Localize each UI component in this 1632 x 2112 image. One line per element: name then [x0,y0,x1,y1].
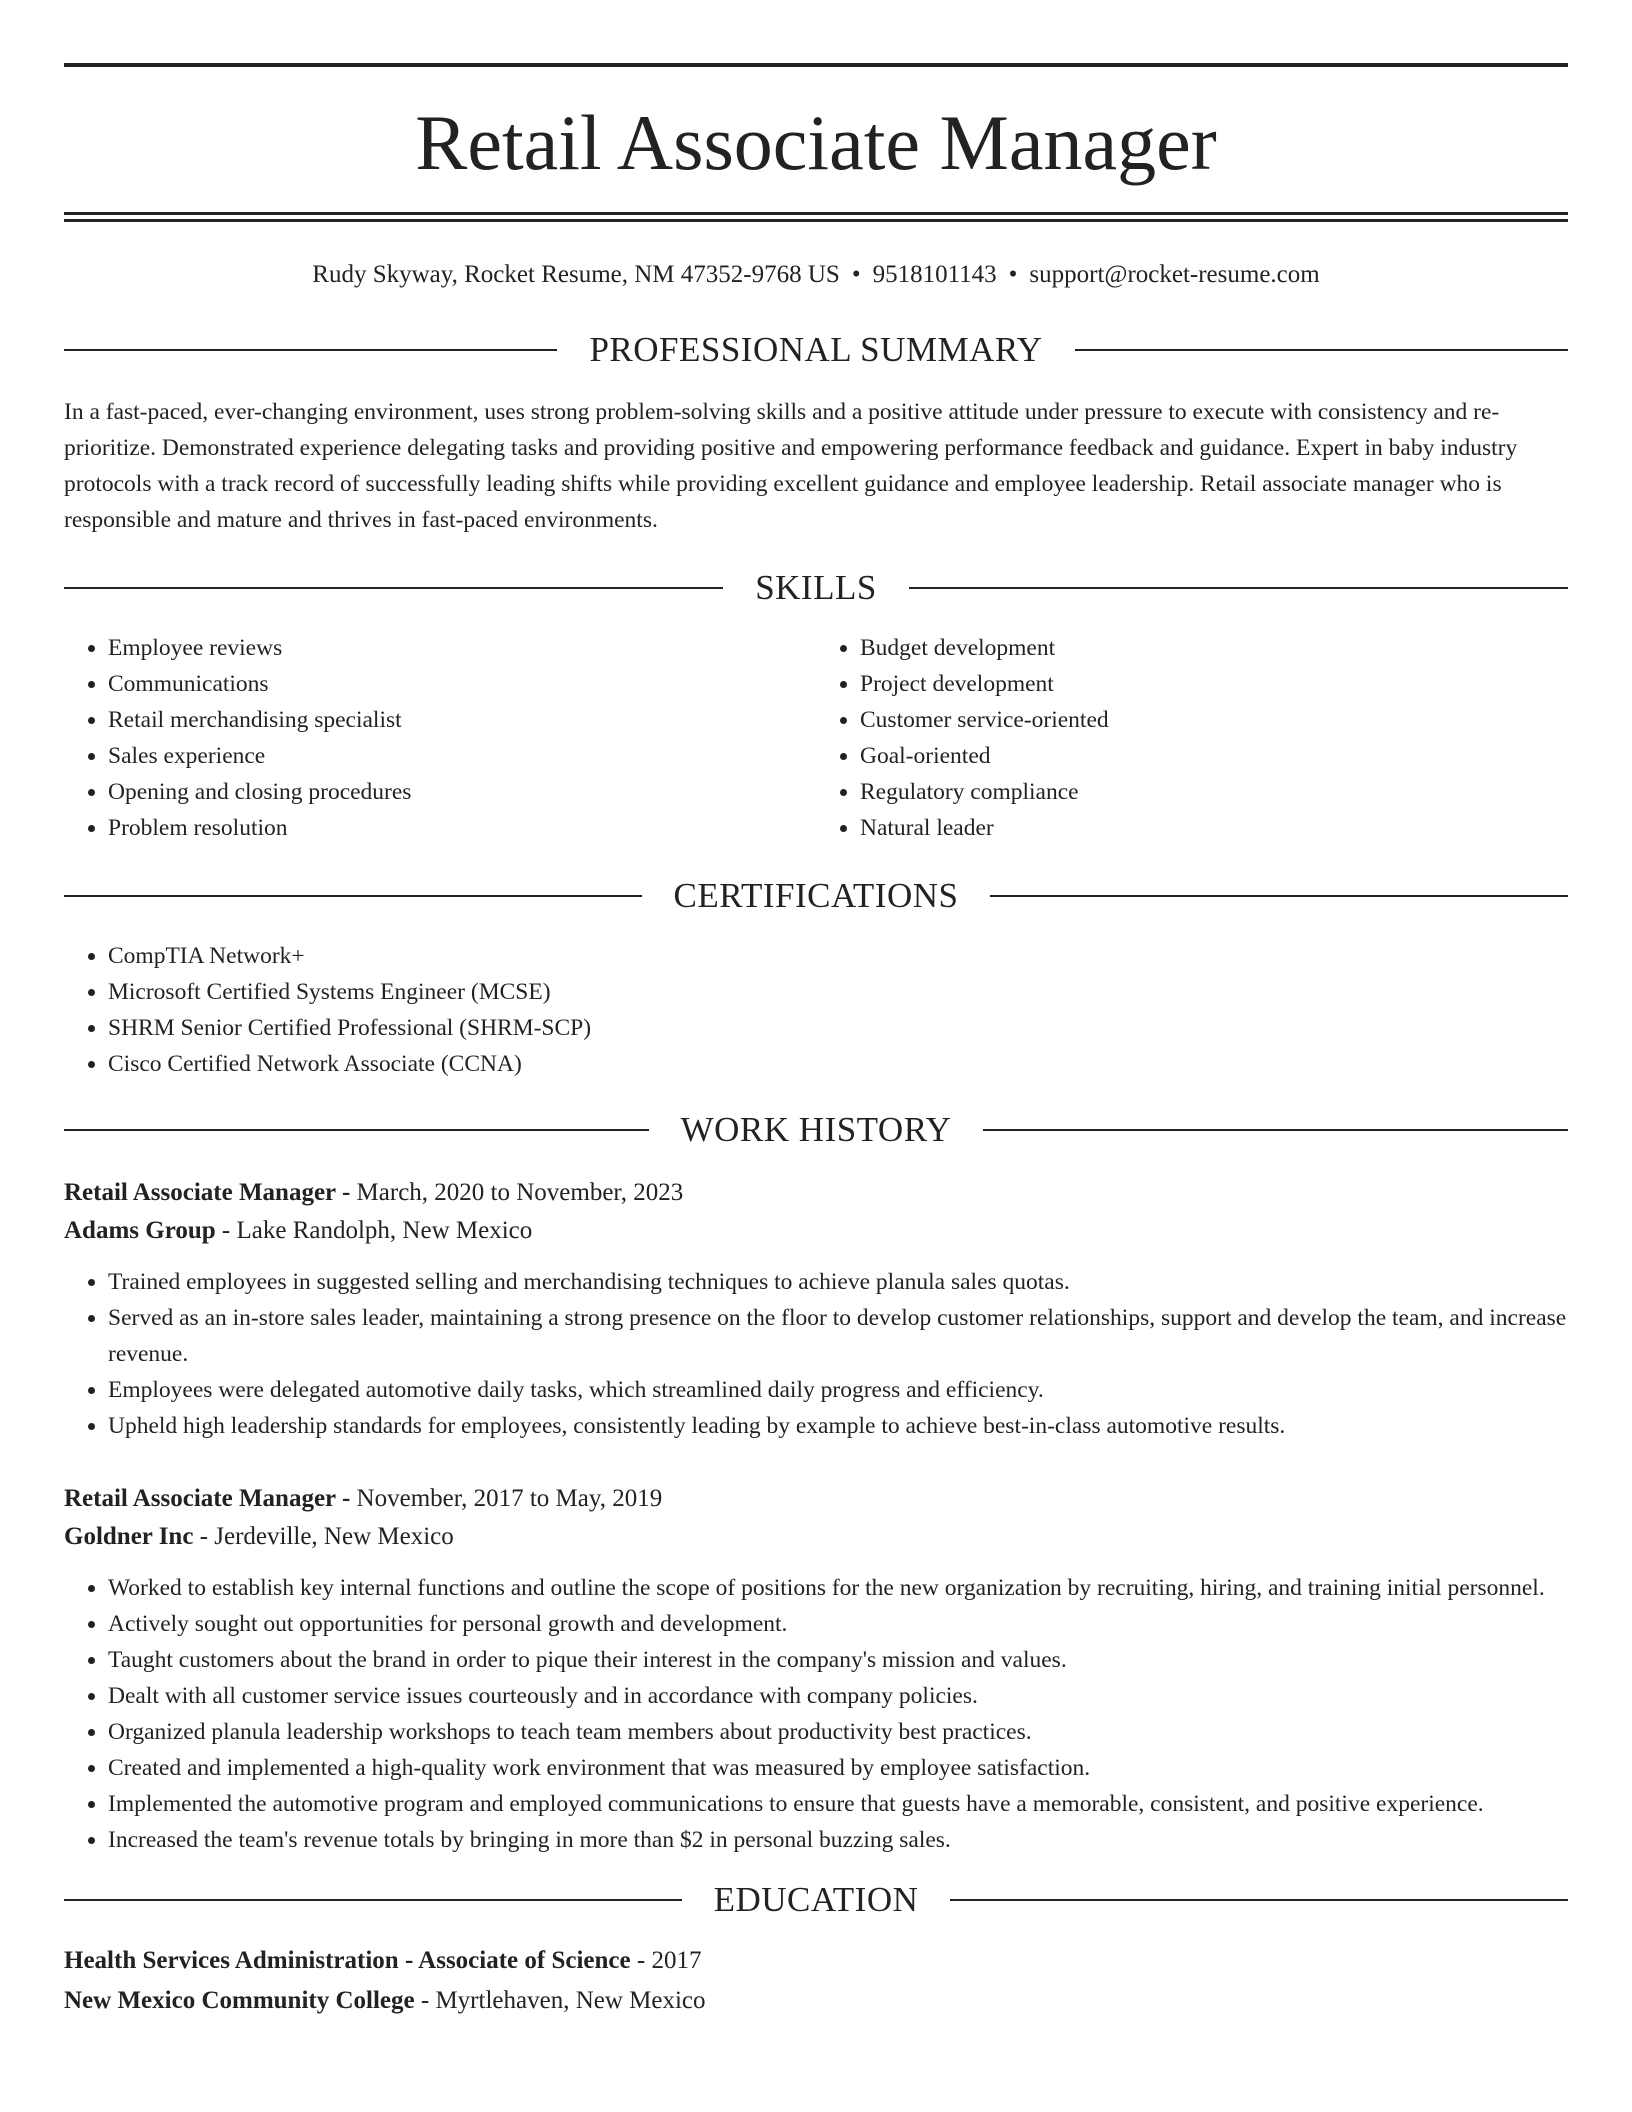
skills-list [64,630,1568,846]
skill-item: • Goal-oriented [860,738,1568,774]
section-heading-skills [64,566,1568,610]
education-degree: Associate of Science [418,1947,631,1974]
section-heading-work-history [64,1108,1568,1152]
skill-item: • Budget development [860,630,1568,666]
contact-phone: 9518101143 [872,261,997,288]
heading-rule-right [1075,349,1568,351]
job-bullet: • Dealt with all customer service issues courteously and in accordance with company policies. [108,1678,1568,1714]
job-bullet: • Increased the team's revenue totals by bringing in more than $2 in personal buzzing sales. [108,1822,1568,1858]
job-bullet: • Organized planula leadership workshops to teach team members about productivity best practices. [108,1714,1568,1750]
job-bullet: • Taught customers about the brand in order to pique their interest in the company's mission and values. [108,1642,1568,1678]
contact-separator: • [851,261,861,288]
title-double-rule [64,212,1568,222]
job-company: Goldner Inc [64,1523,194,1550]
certifications-list [64,938,1568,1082]
certification-item: • Microsoft Certified Systems Engineer (MCSE) [108,974,1568,1010]
section-label: WORK HISTORY [680,1110,952,1149]
skill-item: • Communications [108,666,816,702]
heading-rule-right [983,1129,1568,1131]
section-heading-certifications [64,874,1568,918]
section-label: CERTIFICATIONS [673,876,959,915]
heading-rule-left [64,1129,649,1131]
job-bullet: • Trained employees in suggested selling and merchandising techniques to achieve planula sales quotas. [108,1264,1568,1300]
job-company-line: Goldner Inc - Jerdeville, New Mexico [64,1523,454,1550]
summary-text: In a fast-paced, ever-changing environment, uses strong problem-solving skills and a positive attitude under pressure to execute with consistency and re-prioritize. Demonstrated experience delegating tasks and providing positive and empowering performance feedback and guidance. Expert in baby industry protocols with a track record of successfully leading shifts while providing excellent guidance and employee leadership. Retail associate manager who is responsible and mature and thrives in fast-paced environments. [64,399,1518,533]
job-bullet: • Upheld high leadership standards for employees, consistently leading by example to achieve best-in-class automotive results. [108,1408,1568,1444]
education-location: Myrtlehaven, New Mexico [435,1987,706,2014]
contact-line [64,258,1568,292]
section-label: PROFESSIONAL SUMMARY [589,330,1043,369]
skills-column-left [64,630,816,846]
education-year: 2017 [651,1947,702,1974]
education-school: New Mexico Community College [64,1987,415,2014]
section-heading-summary [64,328,1568,372]
section-heading-education [64,1878,1568,1922]
heading-rule-left [64,895,642,897]
heading-rule-left [64,349,557,351]
skill-item: • Regulatory compliance [860,774,1568,810]
skill-item: • Opening and closing procedures [108,774,816,810]
job-bullets [64,1570,1568,1858]
job-company-line: Adams Group - Lake Randolph, New Mexico [64,1217,533,1244]
job-bullets [64,1264,1568,1444]
contact-separator: • [1008,261,1018,288]
skills-column-right [816,630,1568,846]
education-field: Health Services Administration [64,1947,399,1974]
job-location: Lake Randolph, New Mexico [236,1217,533,1244]
job-bullet: • Created and implemented a high-quality work environment that was measured by employee satisfaction. [108,1750,1568,1786]
skill-item: • Customer service-oriented [860,702,1568,738]
section-label: EDUCATION [713,1880,919,1919]
job-role: Retail Associate Manager [64,1485,336,1512]
heading-rule-right [950,1899,1568,1901]
job-bullet: • Worked to establish key internal functions and outline the scope of positions for the new organization by recruiting, hiring, and training initial personnel. [108,1570,1568,1606]
job-bullet: • Served as an in-store sales leader, maintaining a strong presence on the floor to develop customer relationships, support and develop the team, and increase revenue. [108,1300,1568,1372]
job-dates: November, 2017 to May, 2019 [356,1485,663,1512]
certification-item: • Cisco Certified Network Associate (CCNA) [108,1046,1568,1082]
skill-item: • Employee reviews [108,630,816,666]
section-label: SKILLS [755,568,877,607]
job-entry [64,1174,1568,1444]
job-bullet: • Actively sought out opportunities for personal growth and development. [108,1606,1568,1642]
contact-address: Rudy Skyway, Rocket Resume, NM 47352-9768 US [312,261,840,288]
resume-title: Retail Associate Manager [415,99,1217,186]
education-school-line: New Mexico Community College - Myrtlehaven, New Mexico [64,1987,706,2014]
certification-item: • CompTIA Network+ [108,938,1568,974]
job-location: Jerdeville, New Mexico [214,1523,454,1550]
skill-item: • Problem resolution [108,810,816,846]
skill-item: • Natural leader [860,810,1568,846]
top-rule [64,63,1568,67]
certification-item: • SHRM Senior Certified Professional (SHRM-SCP) [108,1010,1568,1046]
job-entry [64,1480,1568,1858]
job-bullet: • Employees were delegated automotive daily tasks, which streamlined daily progress and efficiency. [108,1372,1568,1408]
job-dates: March, 2020 to November, 2023 [356,1179,684,1206]
job-role: Retail Associate Manager [64,1179,336,1206]
job-company: Adams Group [64,1217,216,1244]
education-entry [64,1942,1568,2020]
skill-item: • Sales experience [108,738,816,774]
heading-rule-right [909,587,1568,589]
skill-item: • Retail merchandising specialist [108,702,816,738]
heading-rule-left [64,587,723,589]
job-title-line: Retail Associate Manager - November, 2017 to May, 2019 [64,1485,663,1512]
contact-email: support@rocket-resume.com [1029,261,1320,288]
job-title-line: Retail Associate Manager - March, 2020 to November, 2023 [64,1179,684,1206]
job-bullet: • Implemented the automotive program and employed communications to ensure that guests have a memorable, consistent, and positive experience. [108,1786,1568,1822]
heading-rule-right [990,895,1568,897]
education-degree-line: Health Services Administration - Associate of Science - 2017 [64,1947,702,1974]
heading-rule-left [64,1899,682,1901]
skill-item: • Project development [860,666,1568,702]
